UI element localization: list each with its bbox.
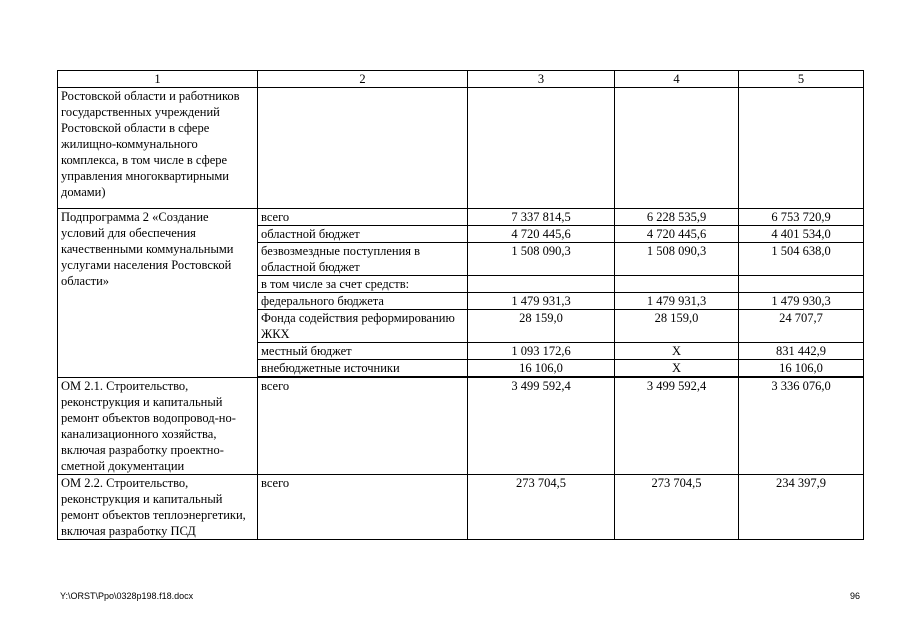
source-cell: всего bbox=[258, 209, 468, 226]
value-cell: 4 720 445,6 bbox=[615, 226, 739, 243]
document-path: Y:\ORST\Ppo\0328p198.f18.docx bbox=[60, 591, 194, 601]
value-cell bbox=[615, 276, 739, 293]
source-cell: местный бюджет bbox=[258, 343, 468, 360]
value-cell: 273 704,5 bbox=[615, 475, 739, 540]
page-number: 96 bbox=[849, 591, 860, 601]
header-col-2: 2 bbox=[258, 71, 468, 88]
value-cell: 3 336 076,0 bbox=[739, 378, 864, 475]
source-cell: безвозмездные поступления в областной бюджет bbox=[258, 243, 468, 276]
value-cell: 1 093 172,6 bbox=[468, 343, 615, 360]
empty-cell bbox=[468, 88, 615, 209]
value-cell: 3 499 592,4 bbox=[615, 378, 739, 475]
empty-cell bbox=[739, 88, 864, 209]
value-cell: 234 397,9 bbox=[739, 475, 864, 540]
subprogram2-name-cell: Подпрограмма 2 «Создание условий для обеспечения качественными коммунальными услугами населения Ростовской области» bbox=[58, 209, 258, 378]
source-cell: всего bbox=[258, 475, 468, 540]
value-cell: 1 508 090,3 bbox=[615, 243, 739, 276]
source-cell: федерального бюджета bbox=[258, 293, 468, 310]
header-col-3: 3 bbox=[468, 71, 615, 88]
om21-row bbox=[58, 378, 864, 475]
value-cell: 1 504 638,0 bbox=[739, 243, 864, 276]
om21-name-cell: ОМ 2.1. Строительство, реконструкция и капитальный ремонт объектов водопровод-но-канализационного хозяйства, включая разработку проектно-сметной документации bbox=[58, 378, 258, 475]
header-col-4: 4 bbox=[615, 71, 739, 88]
header-row bbox=[58, 71, 864, 88]
om22-name-cell: ОМ 2.2. Строительство, реконструкция и капитальный ремонт объектов теплоэнергетики, включая разработку ПСД bbox=[58, 475, 258, 540]
om22-row bbox=[58, 475, 864, 540]
value-cell: 6 753 720,9 bbox=[739, 209, 864, 226]
value-cell: 4 401 534,0 bbox=[739, 226, 864, 243]
source-cell: областной бюджет bbox=[258, 226, 468, 243]
empty-cell bbox=[615, 88, 739, 209]
value-cell: 28 159,0 bbox=[468, 310, 615, 343]
source-cell: Фонда содействия реформированию ЖКХ bbox=[258, 310, 468, 343]
value-cell: 28 159,0 bbox=[615, 310, 739, 343]
value-cell: X bbox=[615, 343, 739, 360]
header-col-1: 1 bbox=[58, 71, 258, 88]
source-cell: всего bbox=[258, 378, 468, 475]
source-cell: в том числе за счет средств: bbox=[258, 276, 468, 293]
value-cell bbox=[739, 276, 864, 293]
value-cell: X bbox=[615, 360, 739, 377]
continuation-row bbox=[58, 88, 864, 209]
value-cell: 1 479 930,3 bbox=[739, 293, 864, 310]
value-cell: 6 228 535,9 bbox=[615, 209, 739, 226]
empty-cell bbox=[258, 88, 468, 209]
value-cell: 7 337 814,5 bbox=[468, 209, 615, 226]
value-cell: 4 720 445,6 bbox=[468, 226, 615, 243]
source-cell: внебюджетные источники bbox=[258, 360, 468, 377]
value-cell: 24 707,7 bbox=[739, 310, 864, 343]
value-cell: 1 479 931,3 bbox=[468, 293, 615, 310]
value-cell: 1 479 931,3 bbox=[615, 293, 739, 310]
value-cell bbox=[468, 276, 615, 293]
value-cell: 1 508 090,3 bbox=[468, 243, 615, 276]
value-cell: 273 704,5 bbox=[468, 475, 615, 540]
budget-table bbox=[57, 70, 864, 540]
value-cell: 3 499 592,4 bbox=[468, 378, 615, 475]
header-col-5: 5 bbox=[739, 71, 864, 88]
value-cell: 831 442,9 bbox=[739, 343, 864, 360]
subprogram2-row bbox=[58, 209, 864, 226]
continuation-name-cell: Ростовской области и работников государственных учреждений Ростовской области в сфере жилищно-коммунального комплекса, в том числе в сфере управления многоквартирными домами) bbox=[58, 88, 258, 209]
value-cell: 16 106,0 bbox=[739, 360, 864, 377]
value-cell: 16 106,0 bbox=[468, 360, 615, 377]
